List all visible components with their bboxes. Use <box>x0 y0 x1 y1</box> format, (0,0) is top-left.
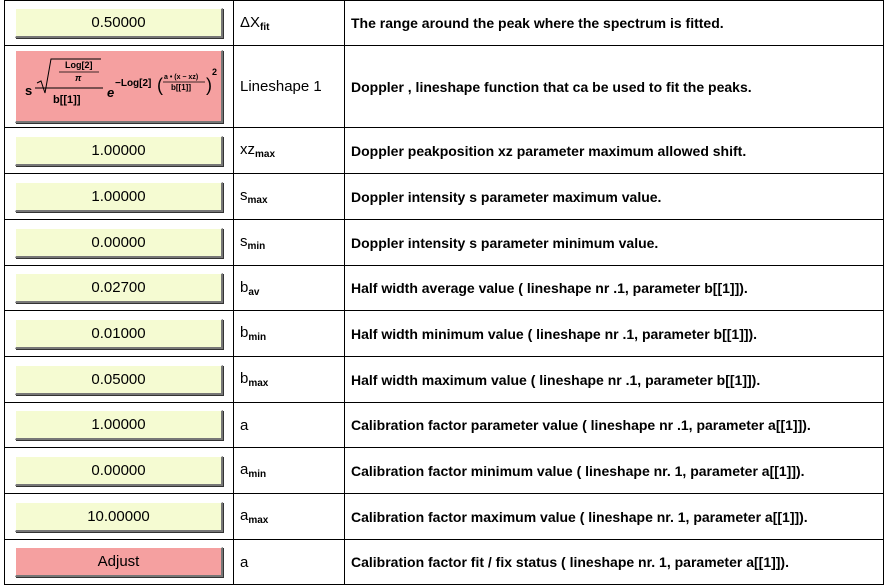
value-cell <box>5 1 234 46</box>
value-field-a-min[interactable]: 0.00000 <box>15 456 223 486</box>
symbol-cell <box>234 128 345 174</box>
table-row <box>5 266 884 311</box>
symbol-label: ΔX <box>240 13 261 31</box>
symbol-label: a <box>240 416 249 434</box>
formula-e: e <box>106 85 114 100</box>
table-row <box>5 46 884 128</box>
formula-log2: Log[2] <box>64 60 92 70</box>
value-cell <box>5 494 234 540</box>
symbol-label: a <box>240 507 249 524</box>
symbol-cell <box>234 266 345 311</box>
table-row <box>5 220 884 266</box>
symbol-cell <box>234 357 345 403</box>
table-row <box>5 128 884 174</box>
value-field-s-max[interactable]: 1.00000 <box>15 182 223 212</box>
exp-power: 2 <box>211 67 217 77</box>
value-cell <box>5 128 234 174</box>
value-field-a[interactable]: 1.00000 <box>15 410 223 440</box>
exp-numerator: a • (x − xz) <box>163 74 198 81</box>
symbol-subscript: max <box>248 515 269 526</box>
symbol-subscript: max <box>255 149 276 160</box>
description-text: Half width average value ( lineshape nr .1, parameter b[[1]]). <box>345 266 884 311</box>
symbol-label: a <box>240 553 249 571</box>
table-row <box>5 174 884 220</box>
symbol-cell <box>234 46 345 128</box>
description-text: Calibration factor minimum value ( lineshape nr. 1, parameter a[[1]]). <box>345 448 884 494</box>
table-row <box>5 540 884 585</box>
open-paren: ( <box>156 75 163 95</box>
symbol-cell <box>234 448 345 494</box>
table-row <box>5 448 884 494</box>
description-text: Calibration factor maximum value ( lineshape nr. 1, parameter a[[1]]). <box>345 494 884 540</box>
description-text: Calibration factor parameter value ( lineshape nr .1, parameter a[[1]]). <box>345 403 884 448</box>
symbol-subscript: fit <box>260 21 270 33</box>
description-text: Doppler intensity s parameter minimum value. <box>345 220 884 266</box>
value-cell <box>5 266 234 311</box>
table-row <box>5 1 884 46</box>
symbol-subscript: min <box>247 241 266 252</box>
symbol-cell <box>234 403 345 448</box>
value-cell <box>5 46 234 128</box>
table-row <box>5 494 884 540</box>
symbol-label: s <box>240 187 248 204</box>
description-text: Doppler intensity s parameter maximum value. <box>345 174 884 220</box>
symbol-cell <box>234 174 345 220</box>
table-row <box>5 403 884 448</box>
description-text: Half width maximum value ( lineshape nr .1, parameter b[[1]]). <box>345 357 884 403</box>
symbol-cell <box>234 311 345 357</box>
table-row <box>5 311 884 357</box>
description-text: Calibration factor fit / fix status ( lineshape nr. 1, parameter a[[1]]). <box>345 540 884 585</box>
value-field-xz-max[interactable]: 1.00000 <box>15 136 223 166</box>
symbol-label: a <box>240 461 249 478</box>
value-field-b-max[interactable]: 0.05000 <box>15 365 223 395</box>
symbol-subscript: max <box>247 195 268 206</box>
symbol-subscript: min <box>248 469 267 480</box>
lineshape-formula <box>19 53 219 119</box>
value-cell <box>5 174 234 220</box>
formula-b1: b[[1]] <box>52 94 80 106</box>
value-cell <box>5 220 234 266</box>
value-field-s-min[interactable]: 0.00000 <box>15 228 223 258</box>
value-cell <box>5 540 234 585</box>
symbol-cell <box>234 220 345 266</box>
close-paren: ) <box>205 75 212 95</box>
exp-prefix: −Log[2] <box>114 78 151 89</box>
symbol-cell <box>234 540 345 585</box>
value-cell <box>5 448 234 494</box>
value-field-a-max[interactable]: 10.00000 <box>15 502 223 532</box>
formula-pi: π <box>74 73 81 83</box>
symbol-label: xz <box>240 141 255 158</box>
symbol-label: b <box>240 324 249 341</box>
symbol-label: s <box>240 233 248 250</box>
value-cell <box>5 311 234 357</box>
exp-denominator: b[[1]] <box>170 83 191 92</box>
parameter-table <box>4 0 884 585</box>
value-field-b-min[interactable]: 0.01000 <box>15 319 223 349</box>
lineshape-formula-button[interactable] <box>15 50 223 123</box>
symbol-label: b <box>240 370 249 387</box>
symbol-label: Lineshape 1 <box>240 78 322 95</box>
value-cell <box>5 357 234 403</box>
symbol-subscript: min <box>248 332 267 343</box>
symbol-cell <box>234 1 345 46</box>
description-text: The range around the peak where the spectrum is fitted. <box>345 1 884 46</box>
symbol-cell <box>234 494 345 540</box>
description-text: Doppler peakposition xz parameter maximum allowed shift. <box>345 128 884 174</box>
symbol-subscript: max <box>248 378 269 389</box>
adjust-button[interactable]: Adjust <box>15 547 223 577</box>
value-cell <box>5 403 234 448</box>
value-field-b-av[interactable]: 0.02700 <box>15 273 223 303</box>
symbol-subscript: av <box>248 286 260 298</box>
description-text: Half width minimum value ( lineshape nr .1, parameter b[[1]]). <box>345 311 884 357</box>
table-row <box>5 357 884 403</box>
description-text: Doppler , lineshape function that ca be used to fit the peaks. <box>345 46 884 128</box>
formula-s: s <box>24 83 32 98</box>
symbol-label: b <box>240 278 249 296</box>
value-field-delta-x-fit[interactable]: 0.50000 <box>15 8 223 38</box>
